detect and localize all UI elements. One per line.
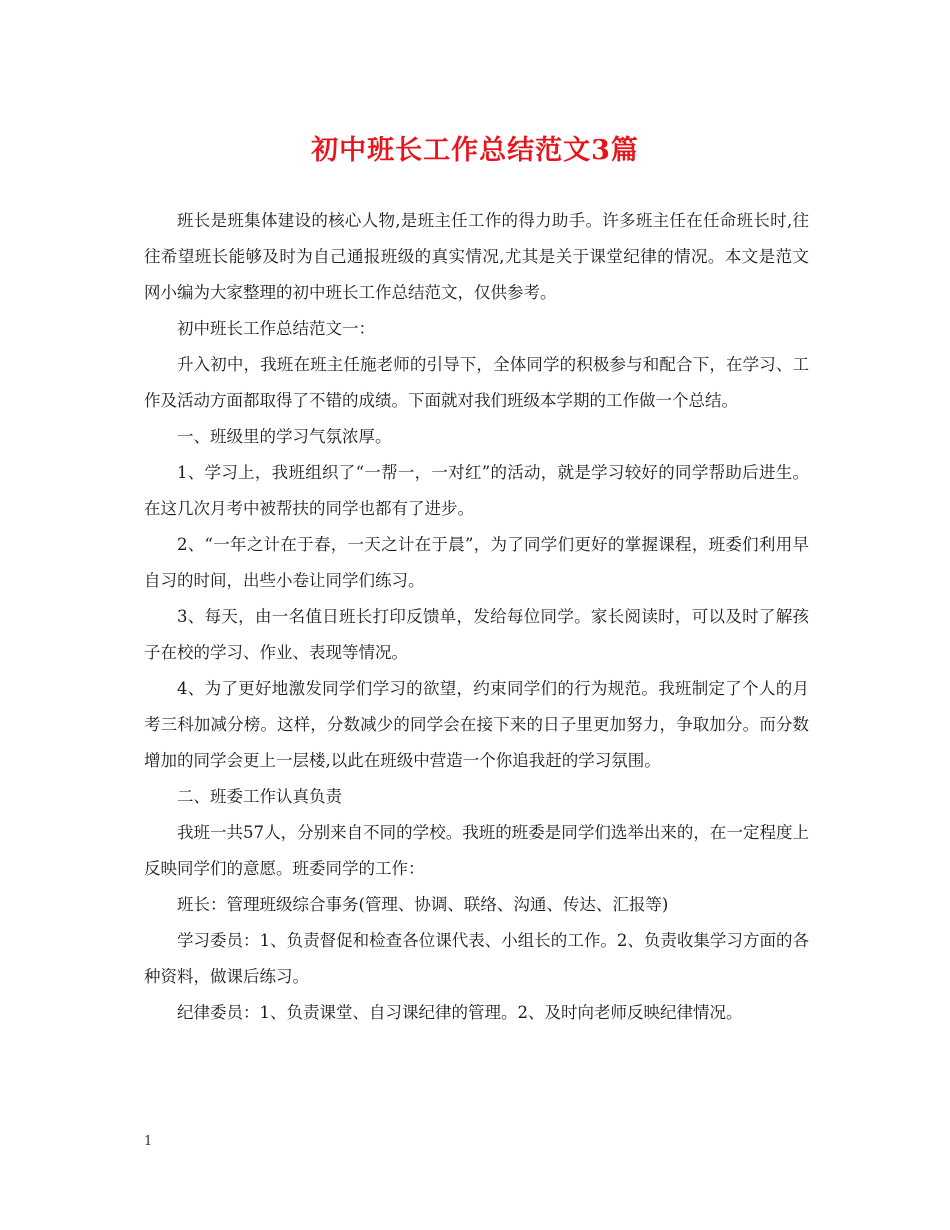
paragraph: 班长：管理班级综合事务(管理、协调、联络、沟通、传达、汇报等) <box>177 895 669 914</box>
paragraph: 4、为了更好地激发同学们学习的欲望，约束同学们的行为规范。我班制定了个人的月考三科加减分榜。这样，分数减少的同学会在接下来的日子里更加努力，争取加分。而分数增加的同学会更上一层楼,以此在班级中营造一个你追我赶的学习氛围。 <box>144 679 809 770</box>
section-heading: 一、班级里的学习气氛浓厚。 <box>177 427 392 446</box>
paragraph: 升入初中，我班在班主任施老师的引导下，全体同学的积极参与和配合下，在学习、工作及活动方面都取得了不错的成绩。下面就对我们班级本学期的工作做一个总结。 <box>144 355 809 410</box>
paragraph: 2、“一年之计在于春，一天之计在于晨”，为了同学们更好的掌握课程，班委们利用早自习的时间，出些小卷让同学们练习。 <box>144 535 809 590</box>
document-body <box>144 203 809 1031</box>
paragraph: 1、学习上，我班组织了“一帮一，一对红”的活动，就是学习较好的同学帮助后进生。在这几次月考中被帮扶的同学也都有了进步。 <box>144 463 809 518</box>
paragraph: 班长是班集体建设的核心人物,是班主任工作的得力助手。许多班主任在任命班长时,往往希望班长能够及时为自己通报班级的真实情况,尤其是关于课堂纪律的情况。本文是范文网小编为大家整理的初中班长工作总结范文，仅供参考。 <box>144 211 809 302</box>
paragraph: 学习委员：1、负责督促和检查各位课代表、小组长的工作。2、负责收集学习方面的各种资料，做课后练习。 <box>144 931 809 986</box>
section-heading: 二、班委工作认真负责 <box>177 787 342 806</box>
paragraph: 3、每天，由一名值日班长打印反馈单，发给每位同学。家长阅读时，可以及时了解孩子在校的学习、作业、表现等情况。 <box>144 607 809 662</box>
page-number: 1 <box>144 1134 153 1149</box>
paragraph: 我班一共57人，分别来自不同的学校。我班的班委是同学们选举出来的，在一定程度上反映同学们的意愿。班委同学的工作： <box>144 823 809 878</box>
document-title: 初中班长工作总结范文3篇 <box>311 135 639 166</box>
paragraph: 纪律委员：1、负责课堂、自习课纪律的管理。2、及时向老师反映纪律情况。 <box>177 1003 743 1022</box>
paragraph: 初中班长工作总结范文一： <box>177 319 375 338</box>
